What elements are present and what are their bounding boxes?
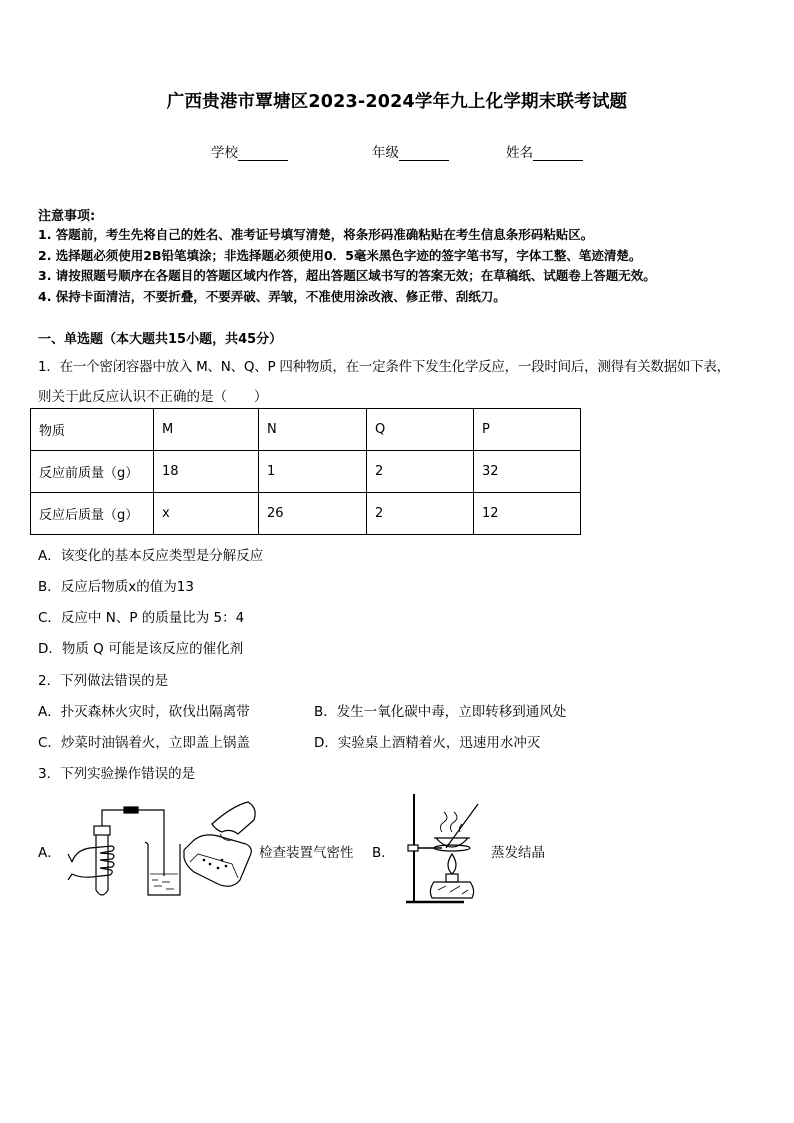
q1-option-b[interactable]: B．反应后物质x的值为13 (38, 579, 194, 595)
table-cell: 2 (367, 493, 474, 535)
table-cell: 反应后质量（g） (31, 493, 154, 535)
q1-option-a[interactable]: A．该变化的基本反应类型是分解反应 (38, 548, 264, 564)
note-item: 2. 选择题必须使用2B铅笔填涂；非选择题必须使用0．5毫米黑色字迹的签字笔书写，字体工整、笔迹清楚。 (38, 248, 642, 263)
table-header-row (31, 409, 581, 451)
q1-option-d[interactable]: D．物质 Q 可能是该反应的催化剂 (38, 641, 244, 657)
q2-option-d[interactable]: D．实验桌上酒精着火，迅速用水冲灭 (314, 735, 541, 751)
q2-option-c[interactable]: C．炒菜时油锅着火，立即盖上锅盖 (38, 735, 250, 751)
q1-stem-line2: 则关于此反应认识不正确的是（ ） (38, 389, 268, 405)
school-field (211, 141, 288, 161)
table-cell: 1 (259, 451, 367, 493)
name-field (506, 141, 583, 161)
table-cell: 2 (367, 451, 474, 493)
q1-option-c[interactable]: C．反应中 N、P 的质量比为 5：4 (38, 610, 245, 626)
notes-title: 注意事项: (38, 209, 96, 224)
exam-title: 广西贵港市覃塘区2023-2024学年九上化学期末联考试题 (166, 92, 628, 112)
table-cell: 物质 (31, 409, 154, 451)
q2-stem: 2．下列做法错误的是 (38, 673, 169, 689)
table-cell: 32 (474, 451, 581, 493)
table-row (31, 451, 581, 493)
q3-option-b-letter[interactable]: B． (372, 845, 395, 861)
q2-option-a[interactable]: A．扑灭森林火灾时，砍伐出隔离带 (38, 704, 250, 720)
school-label: 学校 (211, 145, 238, 161)
name-label: 姓名 (506, 145, 533, 161)
table-cell: N (259, 409, 367, 451)
table-cell: 反应前质量（g） (31, 451, 154, 493)
q2-option-b[interactable]: B．发生一氧化碳中毒，立即转移到通风处 (314, 704, 567, 720)
table-cell: 26 (259, 493, 367, 535)
q3-option-b-caption: 蒸发结晶 (491, 845, 545, 861)
note-item: 4. 保持卡面清洁，不要折叠，不要弄破、弄皱，不准使用涂改液、修正带、刮纸刀。 (38, 289, 506, 304)
table-cell: Q (367, 409, 474, 451)
airtightness-check-figure (62, 798, 260, 908)
school-blank[interactable] (238, 147, 288, 161)
table-cell: P (474, 409, 581, 451)
q1-data-table (30, 408, 581, 535)
evaporation-setup-figure (398, 790, 490, 906)
section-heading: 一、单选题（本大题共15小题，共45分） (38, 332, 283, 347)
note-item: 3. 请按照题号顺序在各题目的答题区域内作答，超出答题区域书写的答案无效；在草稿纸、试题卷上答题无效。 (38, 268, 656, 283)
table-row (31, 493, 581, 535)
grade-field (372, 141, 449, 161)
q1-stem-line1: 1．在一个密闭容器中放入 M、N、Q、P 四种物质，在一定条件下发生化学反应，一段时间后，测得有关数据如下表， (38, 359, 730, 375)
table-cell: 18 (154, 451, 259, 493)
q3-stem: 3．下列实验操作错误的是 (38, 766, 196, 782)
q3-option-a-letter[interactable]: A． (38, 845, 61, 861)
note-item: 1. 答题前，考生先将自己的姓名、准考证号填写清楚，将条形码准确粘贴在考生信息条形码粘贴区。 (38, 227, 594, 242)
grade-blank[interactable] (399, 147, 449, 161)
grade-label: 年级 (372, 145, 399, 161)
table-cell: M (154, 409, 259, 451)
name-blank[interactable] (533, 147, 583, 161)
table-cell: 12 (474, 493, 581, 535)
table-cell: x (154, 493, 259, 535)
q3-option-a-caption: 检查装置气密性 (259, 845, 354, 861)
